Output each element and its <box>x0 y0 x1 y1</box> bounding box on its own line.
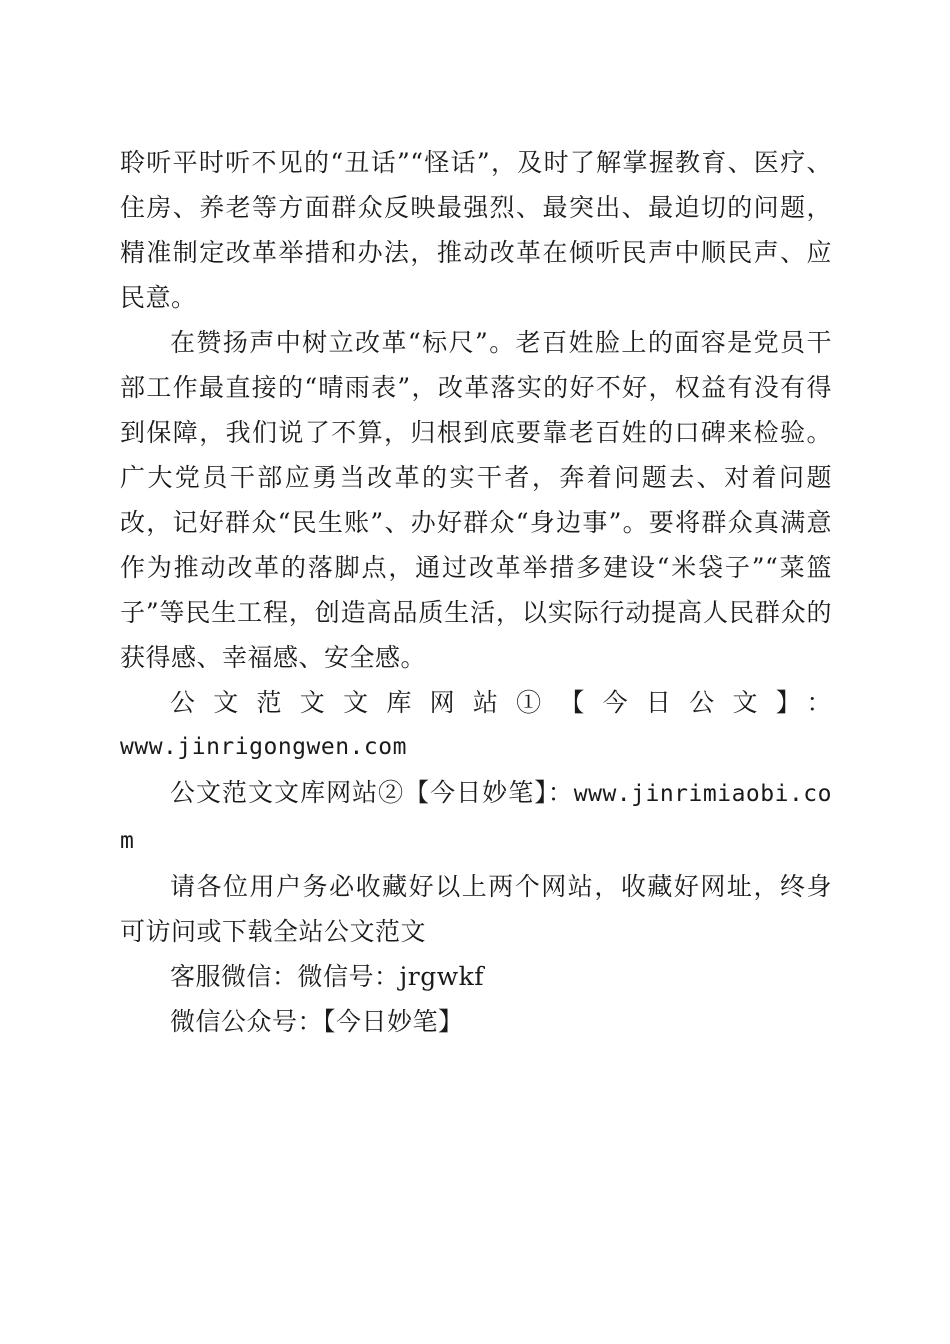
document-body <box>120 140 832 1044</box>
wechat-service: 客服微信：微信号：jrgwkf <box>170 962 485 991</box>
site-link-2-url[interactable]: www.jinrimiaobi.com <box>120 781 832 854</box>
paragraph-reform-standard: 在赞扬声中树立改革“标尺”。老百姓脸上的面容是党员干部工作最直接的“晴雨表”，改革落实的好不好，权益有没有得到保障，我们说了不算，归根到底要靠老百姓的口碑来检验。广大党员干部应勇当改革的实干者，奔着问题去、对着问题改，记好群众“民生账”、办好群众“身边事”。要将群众真满意作为推动改革的落脚点，通过改革举措多建设“米袋子”“菜篮子”等民生工程，创造高品质生活，以实际行动提高人民群众的获得感、幸福感、安全感。 <box>120 328 832 672</box>
site-link-2-label: 公文范文文库网站②【今日妙笔】： <box>170 778 574 807</box>
site-link-2 <box>120 770 832 864</box>
paragraph-continuation: 聆听平时听不见的“丑话”“怪话”，及时了解掌握教育、医疗、住房、养老等方面群众反映最强烈、最突出、最迫切的问题，精准制定改革举措和办法，推动改革在倾听民声中顺民声、应民意。 <box>120 148 832 312</box>
site-link-1 <box>120 680 832 770</box>
site-link-1-url[interactable]: www.jinrigongwen.com <box>120 734 407 760</box>
site-link-1-label: 公文范文文库网站①【今日公文】： <box>170 688 832 717</box>
wechat-official-account: 微信公众号：【今日妙笔】 <box>170 1007 464 1036</box>
bookmark-notice: 请各位用户务必收藏好以上两个网站，收藏好网址，终身可访问或下载全站公文范文 <box>120 872 832 946</box>
